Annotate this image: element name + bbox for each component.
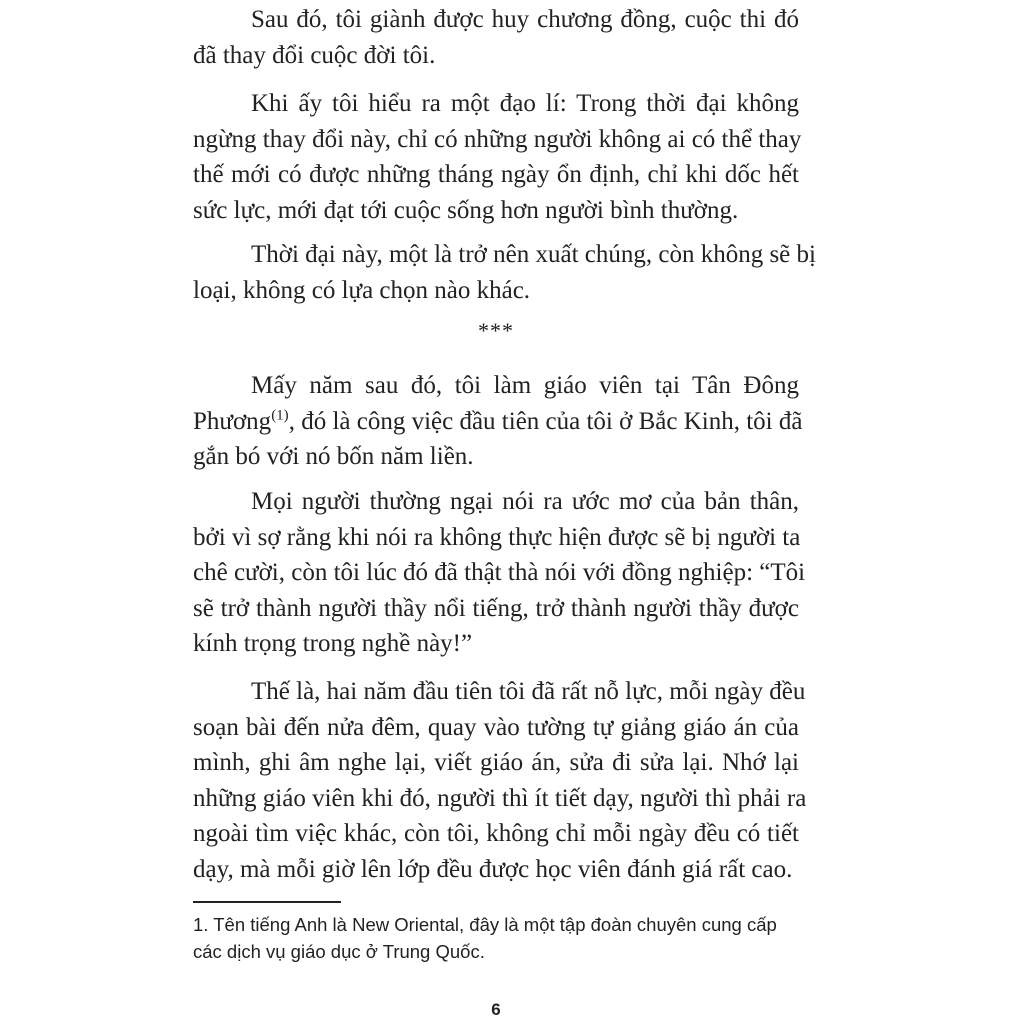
text-line: Khi ấy tôi hiểu ra một đạo lí: Trong thời đại không [251, 90, 799, 117]
text-line: Mấy năm sau đó, tôi làm giáo viên tại Tân Đông [251, 372, 799, 399]
footnote-divider [193, 901, 341, 903]
footnote [193, 911, 813, 965]
text-line: Thế là, hai năm đầu tiên tôi đã rất nỗ lực, mỗi ngày đều [251, 678, 806, 705]
paragraph-2 [193, 86, 802, 228]
paragraph-1 [193, 2, 799, 73]
text-line: những giáo viên khi đó, người thì ít tiết dạy, người thì phải ra [193, 784, 807, 812]
text-line: bởi vì sợ rằng khi nói ra không thực hiện được sẽ bị người ta [193, 523, 801, 551]
text-line: Sau đó, tôi giành được huy chương đồng, cuộc thi đó [251, 6, 799, 33]
footnote-line: 1. Tên tiếng Anh là New Oriental, đây là một tập đoàn chuyên cung cấp [193, 914, 777, 935]
text-line: thế mới có được những tháng ngày ổn định, chỉ khi dốc hết [193, 161, 799, 188]
paragraph-6 [193, 674, 807, 887]
paragraph-5 [193, 484, 806, 662]
text-line-with-footnote [193, 404, 803, 440]
text-line: dạy, mà mỗi giờ lên lớp đều được học viên đánh giá rất cao. [193, 855, 793, 883]
text-line: gắn bó với nó bốn năm liền. [193, 443, 474, 470]
text-line: ngừng thay đổi này, chỉ có những người không ai có thể thay [193, 125, 802, 153]
text-line: mình, ghi âm nghe lại, viết giáo án, sửa đi sửa lại. Nhớ lại [193, 749, 799, 776]
section-separator: *** [478, 318, 514, 343]
text-line: sức lực, mới đạt tới cuộc sống hơn người bình thường. [193, 196, 739, 224]
paragraph-3 [193, 237, 816, 308]
text-fragment: Phương [193, 407, 272, 435]
footnote-reference[interactable]: (1) [271, 407, 289, 424]
text-line: soạn bài đến nửa đêm, quay vào tường tự giảng giáo án của [193, 713, 799, 741]
book-page [193, 0, 816, 1024]
footnote-line: các dịch vụ giáo dục ở Trung Quốc. [193, 941, 485, 962]
text-line: kính trọng trong nghề này!” [193, 630, 473, 657]
paragraph-4 [193, 368, 803, 475]
text-line: Thời đại này, một là trở nên xuất chúng, còn không sẽ bị [251, 241, 816, 268]
text-fragment: , đó là công việc đầu tiên của tôi ở Bắc Kinh, tôi đã [288, 407, 803, 435]
page-number: 6 [491, 1000, 501, 1019]
text-line: ngoài tìm việc khác, còn tôi, không chỉ mỗi ngày đều có tiết [193, 820, 799, 847]
text-line: sẽ trở thành người thầy nổi tiếng, trở thành người thầy được [193, 594, 799, 622]
text-line: chê cười, còn tôi lúc đó đã thật thà nói với đồng nghiệp: “Tôi [193, 559, 806, 586]
text-line: Mọi người thường ngại nói ra ước mơ của bản thân, [251, 488, 799, 515]
text-line: loại, không có lựa chọn nào khác. [193, 276, 531, 304]
text-line: đã thay đổi cuộc đời tôi. [193, 41, 436, 69]
